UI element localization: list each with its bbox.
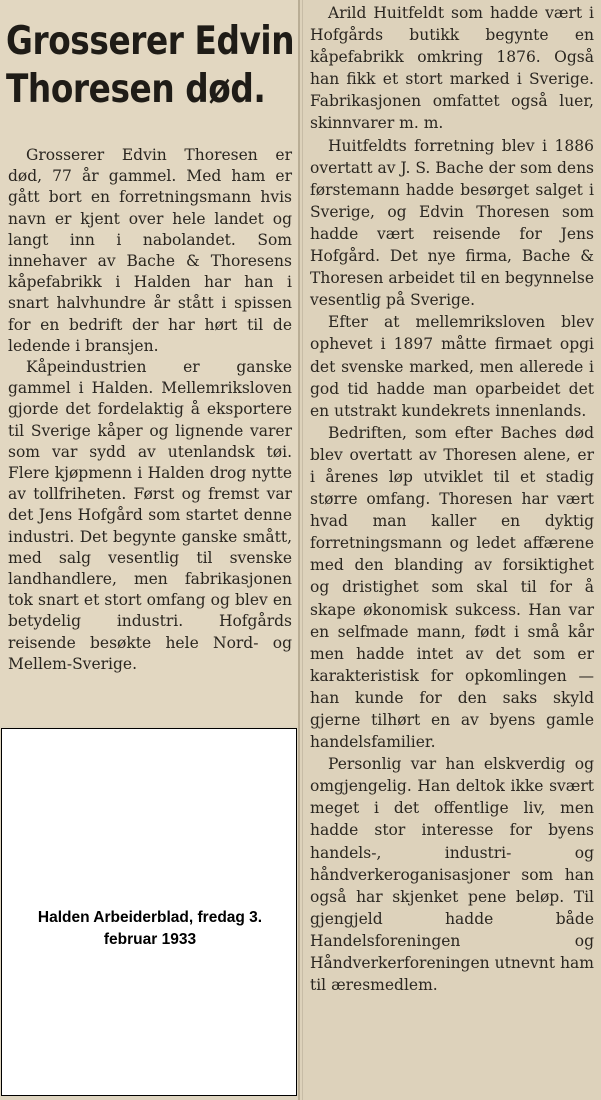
article-body-left [8,145,292,675]
article-paragraph: Kåpeindustrien er ganske gammel i Halden. Mellemriksloven gjorde det fordelaktig å eksportere til Sverige kåper og lignende varer som var sydd av utenlandsk tøi. Flere kjøpmenn i Halden drog nytte av tollfriheten. Først og fremst var det Jens Hofgård som startet denne industri. Det begynte ganske smått, med salg vesentlig til svenske landhandlere, men fabrikasjonen tok snart et stort omfang og blev en betydelig industri. Hofgårds reisende besøkte hele Nord- og Mellem-Sverige. [8,358,292,673]
article-paragraph: Arild Huitfeldt som hadde vært i Hofgårds butikk begynte en kåpefabrikk omkring 1876. Også han fikk et stort marked i Sverige. Fabrikasjonen omfattet også luer, skinnvarer m. m. [310,4,594,133]
article-paragraph: Grosserer Edvin Thoresen er død, 77 år gammel. Med ham er gått bort en forretningsmann hvis navn er kjent over hele landet og langt inn i nabolandet. Som innehaver av Bache & Thoresens kåpefabrikk i Halden har han i snart halvhundre år stått i spissen for en bedrift der har hørt til de ledende i bransjen. [8,146,292,355]
column-divider [298,0,300,1100]
article-paragraph: Efter at mellemriksloven blev ophevet i 1897 måtte firmaet opgi det svenske marked, men allerede i god tid hadde man oparbeidet det en utstrakt kundekrets innenlands. [310,313,594,420]
article-paragraph: Bedriften, som efter Baches død blev overtatt av Thoresen alene, er i årenes løp utviklet til et stadig større omfang. Thoresen har vært hvad man kaller en dyktig forretningsmann og ledet affærene med den blanding av forsiktighet og dristighet som skal til for å skape økonomisk sukcess. Han var en selfmade mann, født i små kår men hadde intet av det som er karakteristisk for opkomlingen — han kunde for den saks skyld gjerne tilhørt en av byens gamle handelsfamilier. [310,423,594,752]
headline-line-1: Grosserer Edvin [6,19,295,64]
column-divider-shadow [302,0,303,1100]
source-caption-box [1,728,297,1096]
article-paragraph: Personlig var han elskverdig og omgjengelig. Han deltok ikke svært meget i det offentlige liv, men hadde stor interesse for byens handels-, industri- og håndverkeroganisasjoner som han også har skjenket pene beløp. Til gjengjeld hadde både Handelsforeningen og Håndverkerforeningen utnevnt ham til æresmedlem. [310,755,594,995]
article-body-right [310,2,594,996]
source-caption: Halden Arbeiderblad, fredag 3. februar 1933 [37,909,263,948]
article-headline [6,18,295,114]
headline-line-2: Thoresen død. [6,67,266,112]
article-paragraph: Huitfeldts forretning blev i 1886 overtatt av J. S. Bache der som dens førstemann hadde besørget salget i Sverige, og Edvin Thoresen som hadde vært reisende for Jens Hofgård. Det nye firma, Bache & Thoresen arbeidet til en begynnelse vesentlig på Sverige. [310,136,595,310]
